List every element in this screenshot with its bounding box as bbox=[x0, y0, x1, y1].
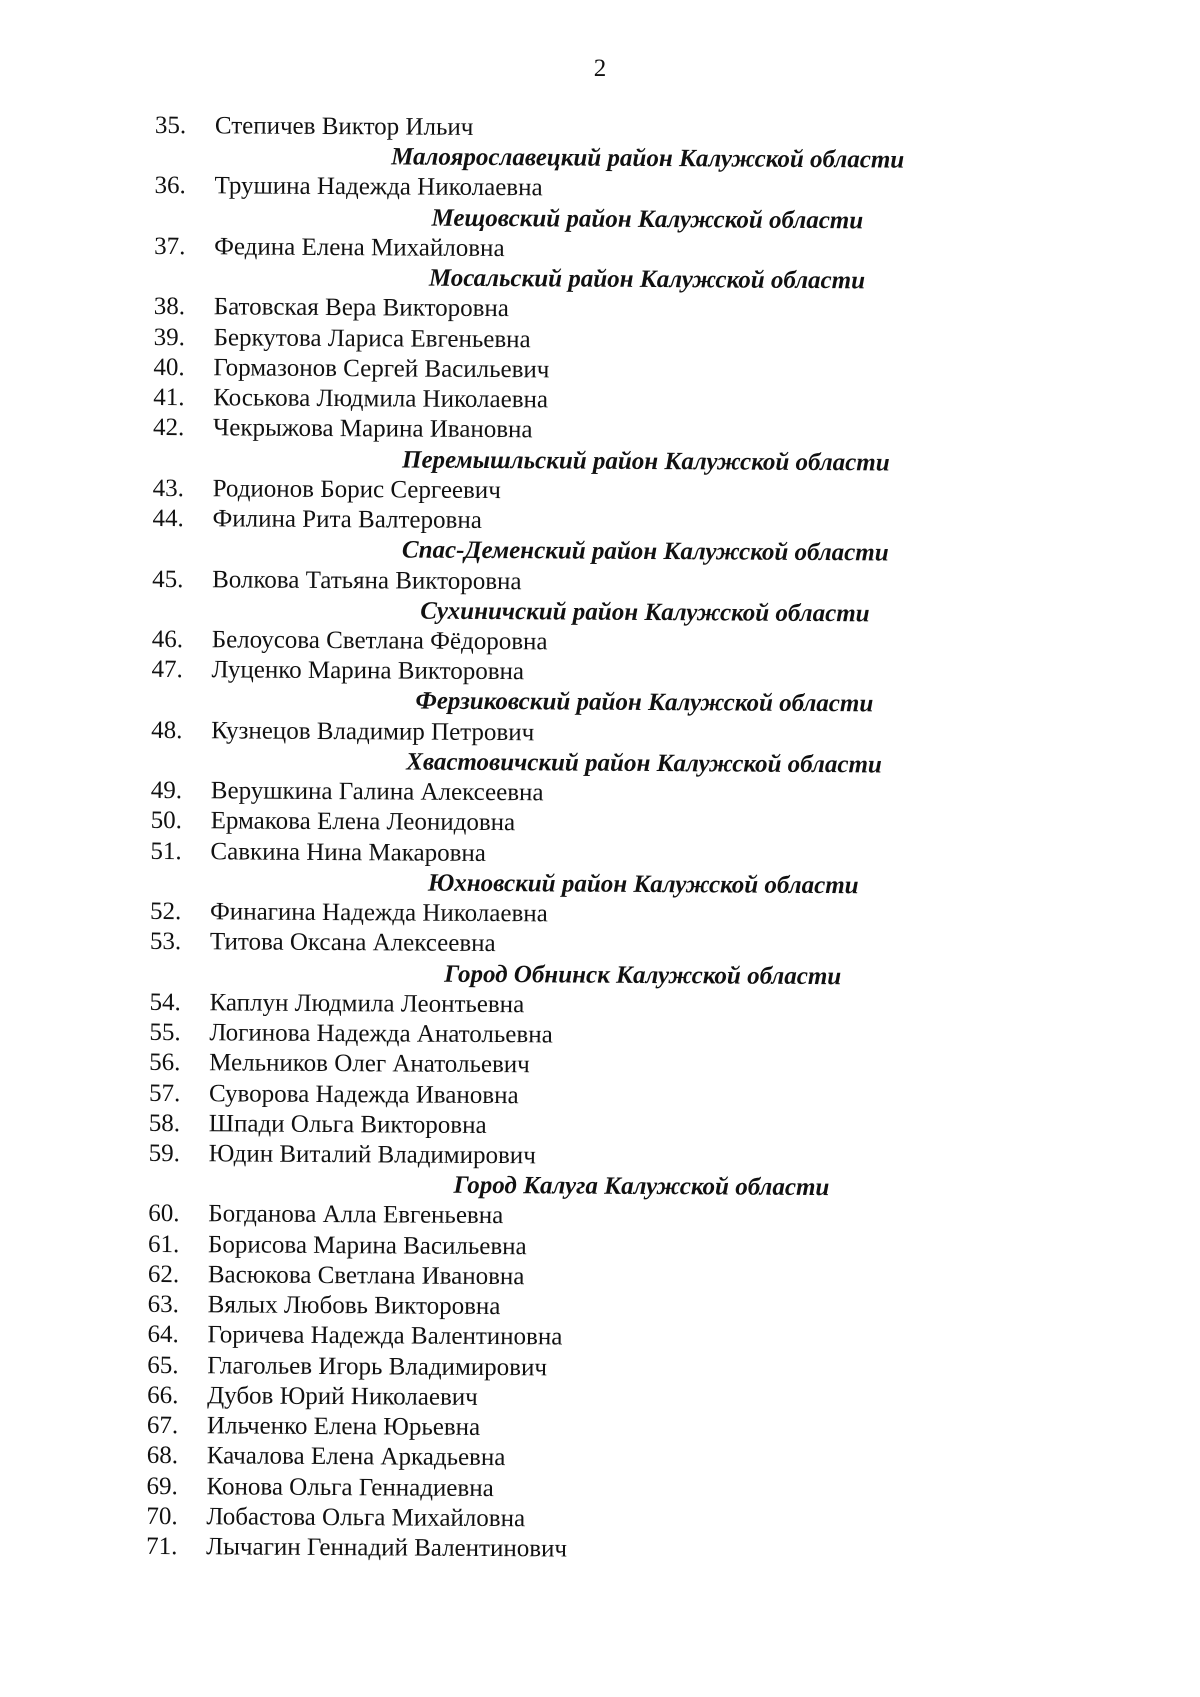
item-number: 64. bbox=[147, 1321, 179, 1349]
person-name: Ермакова Елена Леонидовна bbox=[210, 807, 516, 837]
person-name: Логинова Надежда Анатольевна bbox=[209, 1019, 553, 1049]
district-heading: Юхновский район Калужской области bbox=[427, 869, 859, 900]
person-name: Степичев Виктор Ильич bbox=[214, 112, 474, 141]
district-heading: Малоярославецкий район Калужской области bbox=[391, 143, 905, 174]
district-heading: Мосальский район Калужской области bbox=[428, 264, 866, 295]
person-name: Глагольев Игорь Владимирович bbox=[207, 1351, 548, 1381]
person-name: Шпади Ольга Викторовна bbox=[208, 1110, 487, 1139]
person-name: Васюкова Светлана Ивановна bbox=[207, 1261, 525, 1291]
item-number: 54. bbox=[149, 988, 181, 1016]
item-number: 50. bbox=[150, 807, 182, 835]
district-heading: Город Калуга Калужской области bbox=[453, 1171, 830, 1202]
item-number: 49. bbox=[150, 777, 183, 805]
person-name: Кузнецов Владимир Петрович bbox=[211, 716, 535, 746]
item-number: 67. bbox=[146, 1412, 179, 1440]
person-name: Федина Елена Михайловна bbox=[214, 233, 505, 263]
item-number: 56. bbox=[149, 1049, 181, 1077]
item-number: 41. bbox=[153, 384, 185, 412]
item-number: 36. bbox=[154, 172, 186, 200]
person-name: Лычагин Геннадий Валентинович bbox=[206, 1533, 568, 1563]
item-number: 65. bbox=[147, 1351, 179, 1379]
item-number: 66. bbox=[147, 1381, 179, 1409]
person-name: Юдин Виталий Владимирович bbox=[208, 1140, 536, 1170]
item-number: 43. bbox=[152, 474, 185, 502]
item-number: 42. bbox=[152, 414, 185, 442]
person-name: Титова Оксана Алексеевна bbox=[209, 928, 496, 958]
person-name: Ильченко Елена Юрьевна bbox=[206, 1412, 481, 1442]
item-number: 71. bbox=[146, 1532, 178, 1561]
person-name: Мельников Олег Анатольевич bbox=[209, 1049, 530, 1079]
district-heading: Сухиничский район Калужской области bbox=[420, 597, 870, 628]
item-number: 52. bbox=[150, 898, 182, 926]
item-number: 63. bbox=[147, 1291, 180, 1319]
item-number: 48. bbox=[151, 716, 183, 744]
district-heading: Город Обнинск Калужской области bbox=[444, 960, 842, 990]
person-name: Трушина Надежда Николаевна bbox=[214, 172, 543, 202]
item-number: 37. bbox=[154, 232, 186, 261]
person-name: Чекрыжова Марина Ивановна bbox=[212, 414, 533, 444]
person-name: Гормазонов Сергей Васильевич bbox=[213, 354, 550, 384]
item-number: 55. bbox=[149, 1018, 181, 1047]
person-name: Верушкина Галина Алексеевна bbox=[210, 777, 544, 807]
item-number: 62. bbox=[147, 1260, 180, 1289]
district-heading: Ферзиковский район Калужской области bbox=[415, 688, 874, 718]
person-name: Лобастова Ольга Михайловна bbox=[206, 1503, 526, 1533]
item-number: 51. bbox=[150, 837, 182, 865]
person-name: Каплун Людмила Леонтьевна bbox=[209, 989, 525, 1019]
item-number: 44. bbox=[152, 504, 184, 533]
person-name: Горичева Надежда Валентиновна bbox=[207, 1321, 563, 1351]
item-number: 47. bbox=[151, 656, 183, 684]
item-number: 38. bbox=[153, 293, 186, 321]
person-name: Борисова Марина Васильевна bbox=[207, 1230, 527, 1260]
name-list bbox=[0, 110, 1200, 1569]
person-name: Филина Рита Валтеровна bbox=[212, 505, 482, 534]
item-number: 53. bbox=[149, 928, 182, 956]
person-name: Беркутова Лариса Евгеньевна bbox=[213, 323, 531, 353]
person-name: Вялых Любовь Викторовна bbox=[207, 1291, 501, 1321]
district-heading: Мещовский район Калужской области bbox=[431, 204, 864, 234]
person-name: Суворова Надежда Ивановна bbox=[208, 1079, 519, 1109]
item-number: 59. bbox=[148, 1139, 180, 1168]
item-number: 46. bbox=[151, 625, 184, 654]
person-name: Коськова Людмила Николаевна bbox=[213, 384, 549, 414]
person-name: Конова Ольга Геннадиевна bbox=[206, 1472, 494, 1502]
person-name: Качалова Елена Аркадьевна bbox=[206, 1442, 506, 1472]
item-number: 61. bbox=[147, 1230, 180, 1258]
item-number: 45. bbox=[152, 565, 184, 593]
person-name: Батовская Вера Викторовна bbox=[213, 293, 510, 323]
item-number: 58. bbox=[148, 1109, 181, 1137]
person-name: Дубов Юрий Николаевич bbox=[207, 1382, 478, 1411]
item-number: 60. bbox=[148, 1200, 180, 1228]
person-name: Финагина Надежда Николаевна bbox=[210, 898, 548, 928]
district-heading: Перемышльский район Калужской области bbox=[401, 446, 890, 477]
list-item bbox=[0, 1531, 1191, 1569]
person-name: Богданова Алла Евгеньевна bbox=[208, 1200, 504, 1230]
item-number: 68. bbox=[146, 1442, 179, 1470]
person-name: Савкина Нина Макаровна bbox=[210, 837, 487, 867]
person-name: Волкова Татьяна Викторовна bbox=[212, 565, 522, 595]
item-number: 40. bbox=[153, 353, 185, 382]
person-name: Луценко Марина Викторовна bbox=[211, 656, 525, 686]
person-name: Родионов Борис Сергеевич bbox=[212, 475, 501, 504]
item-number: 69. bbox=[146, 1472, 178, 1500]
person-name: Белоусова Светлана Фёдоровна bbox=[211, 626, 548, 656]
item-number: 35. bbox=[154, 111, 187, 140]
item-number: 39. bbox=[153, 323, 185, 351]
page-number: 2 bbox=[593, 55, 607, 82]
district-heading: Спас-Деменский район Калужской области bbox=[401, 536, 889, 567]
item-number: 70. bbox=[146, 1502, 178, 1530]
district-heading: Хвастовичский район Калужской области bbox=[406, 748, 882, 779]
item-number: 57. bbox=[148, 1079, 181, 1107]
